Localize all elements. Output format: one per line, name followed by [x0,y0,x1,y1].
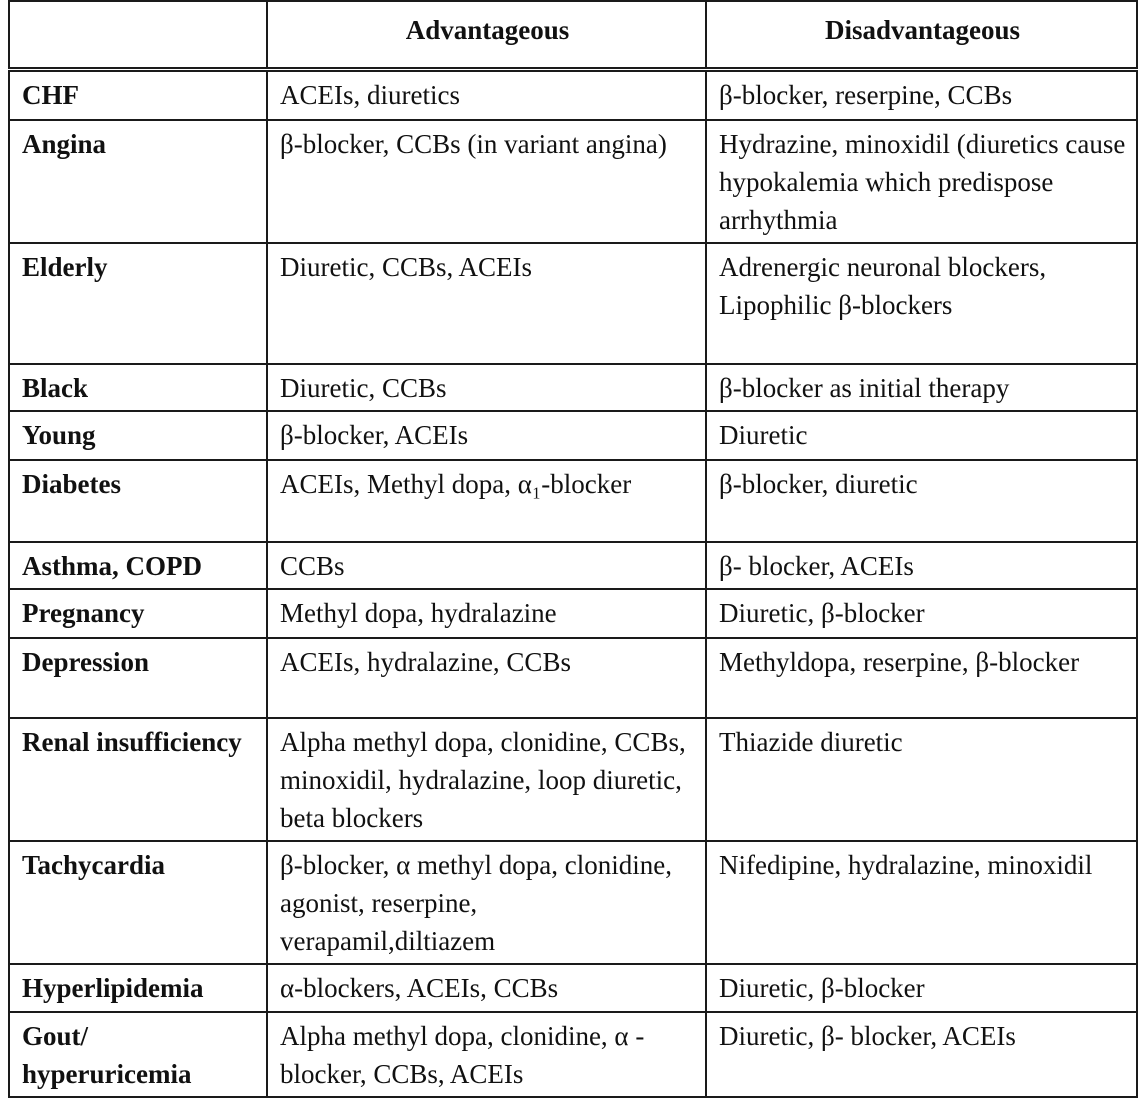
table-row [9,964,1137,1012]
condition-cell: Young [9,411,267,460]
disadvantageous-cell: Diuretic, β-blocker [706,589,1137,638]
advantageous-cell: β-blocker, ACEIs [267,411,706,460]
condition-cell: Pregnancy [9,589,267,638]
condition-cell: Asthma, COPD [9,542,267,589]
advantageous-cell: Alpha methyl dopa, clonidine, CCBs, minoxidil, hydralazine, loop diuretic, beta blockers [267,718,706,841]
disadvantageous-cell: β-blocker, reserpine, CCBs [706,70,1137,120]
disadvantageous-cell: Diuretic, β- blocker, ACEIs [706,1012,1137,1097]
header-disadvantageous: Disadvantageous [706,1,1137,70]
table-row [9,243,1137,364]
condition-cell: Diabetes [9,460,267,542]
advantageous-cell: ACEIs, hydralazine, CCBs [267,638,706,718]
disadvantageous-cell: Hydrazine, minoxidil (diuretics cause hypokalemia which predispose arrhythmia [706,120,1137,243]
drug-choice-table-container [8,0,1136,1098]
table-row [9,120,1137,243]
disadvantageous-cell: Diuretic [706,411,1137,460]
condition-cell: Angina [9,120,267,243]
disadvantageous-cell: Adrenergic neuronal blockers, Lipophilic β-blockers [706,243,1137,364]
disadvantageous-cell: Nifedipine, hydralazine, minoxidil [706,841,1137,964]
condition-cell: Depression [9,638,267,718]
header-blank-cell [9,1,267,70]
disadvantageous-cell: β-blocker as initial therapy [706,364,1137,411]
condition-cell: Tachycardia [9,841,267,964]
table-row [9,718,1137,841]
table-row [9,364,1137,411]
advantageous-cell: Alpha methyl dopa, clonidine, α - blocker, CCBs, ACEIs [267,1012,706,1097]
disadvantageous-cell: β- blocker, ACEIs [706,542,1137,589]
advantageous-cell: α-blockers, ACEIs, CCBs [267,964,706,1012]
condition-cell: Hyperlipidemia [9,964,267,1012]
table-row [9,589,1137,638]
condition-cell: Elderly [9,243,267,364]
advantageous-cell: CCBs [267,542,706,589]
advantageous-cell: ACEIs, diuretics [267,70,706,120]
table-row [9,411,1137,460]
advantageous-cell: ACEIs, Methyl dopa, α₁-blocker [267,460,706,542]
disadvantageous-cell: β-blocker, diuretic [706,460,1137,542]
table-row [9,841,1137,964]
disadvantageous-cell: Methyldopa, reserpine, β-blocker [706,638,1137,718]
table-row [9,70,1137,120]
condition-cell: Gout/ hyperuricemia [9,1012,267,1097]
condition-cell: CHF [9,70,267,120]
advantageous-cell: β-blocker, α methyl dopa, clonidine, agonist, reserpine, verapamil,diltiazem [267,841,706,964]
table-row [9,460,1137,542]
advantageous-cell: Methyl dopa, hydralazine [267,589,706,638]
header-advantageous: Advantageous [267,1,706,70]
table-row [9,638,1137,718]
condition-cell: Black [9,364,267,411]
disadvantageous-cell: Diuretic, β-blocker [706,964,1137,1012]
header-row [9,1,1137,70]
drug-choice-table [8,0,1138,1098]
advantageous-cell: β-blocker, CCBs (in variant angina) [267,120,706,243]
condition-cell: Renal insufficiency [9,718,267,841]
advantageous-cell: Diuretic, CCBs, ACEIs [267,243,706,364]
disadvantageous-cell: Thiazide diuretic [706,718,1137,841]
table-row [9,1012,1137,1097]
table-row [9,542,1137,589]
advantageous-cell: Diuretic, CCBs [267,364,706,411]
